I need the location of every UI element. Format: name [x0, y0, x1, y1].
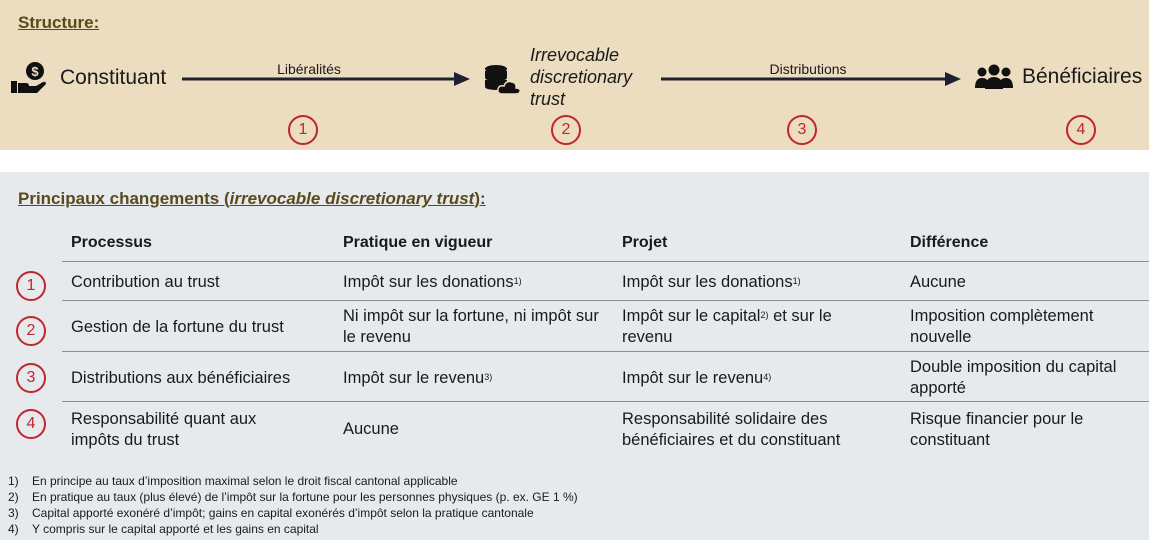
- header-projet: Projet: [622, 234, 668, 251]
- row-3-processus: Distributions aux bénéficiaires: [71, 369, 291, 387]
- row-1-difference: Aucune: [910, 273, 966, 291]
- row-4-processus: Responsabilité quant aux impôts du trust: [71, 410, 257, 449]
- row-2-pratique: Ni impôt sur la fortune, ni impôt sur le revenu: [343, 307, 599, 346]
- arrow-distributions: [661, 70, 963, 88]
- row-4-projet: Responsabilité solidaire des bénéficiaires et du constituant: [622, 410, 841, 449]
- footnote-1: 1) En principe au taux d’imposition maximal selon le droit fiscal cantonal applicable: [8, 474, 458, 488]
- header-pratique: Pratique en vigueur: [343, 234, 493, 251]
- step-2-badge: 2: [551, 115, 581, 145]
- liberalites-label: Libéralités: [277, 61, 341, 77]
- row-4-badge: 4: [16, 409, 46, 439]
- table-divider: [62, 351, 1149, 352]
- beneficiaires-label: Bénéficiaires: [1022, 65, 1143, 88]
- row-1-pratique: Impôt sur les donations$^{1)}$: [343, 273, 522, 291]
- arrow-liberalites: [182, 70, 472, 88]
- row-1-processus: Contribution au trust: [71, 273, 220, 291]
- footnote-3: 3) Capital apporté exonéré d’impôt; gains en capital exonérés d’impôt selon la pratique cantonale: [8, 506, 534, 520]
- trust-label: Irrevocable discretionary trust: [530, 45, 633, 109]
- structure-title: Structure:: [18, 13, 100, 32]
- table-divider: [62, 261, 1149, 262]
- row-2-badge: 2: [16, 316, 46, 346]
- svg-text:$: $: [31, 64, 39, 79]
- constituant-node: [10, 61, 166, 95]
- footnote-2: 2) En pratique au taux (plus élevé) de l’impôt sur la fortune pour les personnes physiques (p. ex. GE 1 %): [8, 490, 578, 504]
- row-1-projet: Impôt sur les donations$^{1)}$: [622, 273, 801, 291]
- row-2-processus: Gestion de la fortune du trust: [71, 318, 284, 336]
- distributions-label: Distributions: [769, 61, 847, 77]
- row-4-pratique: Aucune: [343, 420, 399, 438]
- header-difference: Différence: [910, 234, 989, 251]
- row-3-badge: 3: [16, 363, 46, 393]
- beneficiaires-node: [974, 64, 1142, 90]
- changes-title: Principaux changements (irrevocable discretionary trust):: [18, 189, 486, 208]
- row-3-projet: Impôt sur le revenu$^{4)}$: [622, 369, 772, 387]
- row-2-difference: Imposition complètement nouvelle: [910, 307, 1094, 346]
- hand-holding-dollar-icon: [10, 61, 48, 95]
- users-icon: [974, 64, 1014, 90]
- constituant-label: Constituant: [60, 66, 167, 89]
- step-1-badge: 1: [288, 115, 318, 145]
- trust-icon-wrap: [482, 64, 522, 96]
- footnote-4: 4) Y compris sur le capital apporté et les gains en capital: [8, 522, 319, 536]
- database-cloud-icon: [482, 64, 522, 96]
- row-2-projet: Impôt sur le capital$^{2)}$ et sur le revenu: [622, 307, 832, 346]
- table-divider: [62, 401, 1149, 402]
- step-4-badge: 4: [1066, 115, 1096, 145]
- row-4-difference: Risque financier pour le constituant: [910, 410, 1084, 449]
- header-processus: Processus: [71, 234, 152, 251]
- row-1-badge: 1: [16, 271, 46, 301]
- row-3-pratique: Impôt sur le revenu$^{3)}$: [343, 369, 493, 387]
- step-3-badge: 3: [787, 115, 817, 145]
- table-divider: [62, 300, 1149, 301]
- row-3-difference: Double imposition du capital apporté: [910, 358, 1117, 397]
